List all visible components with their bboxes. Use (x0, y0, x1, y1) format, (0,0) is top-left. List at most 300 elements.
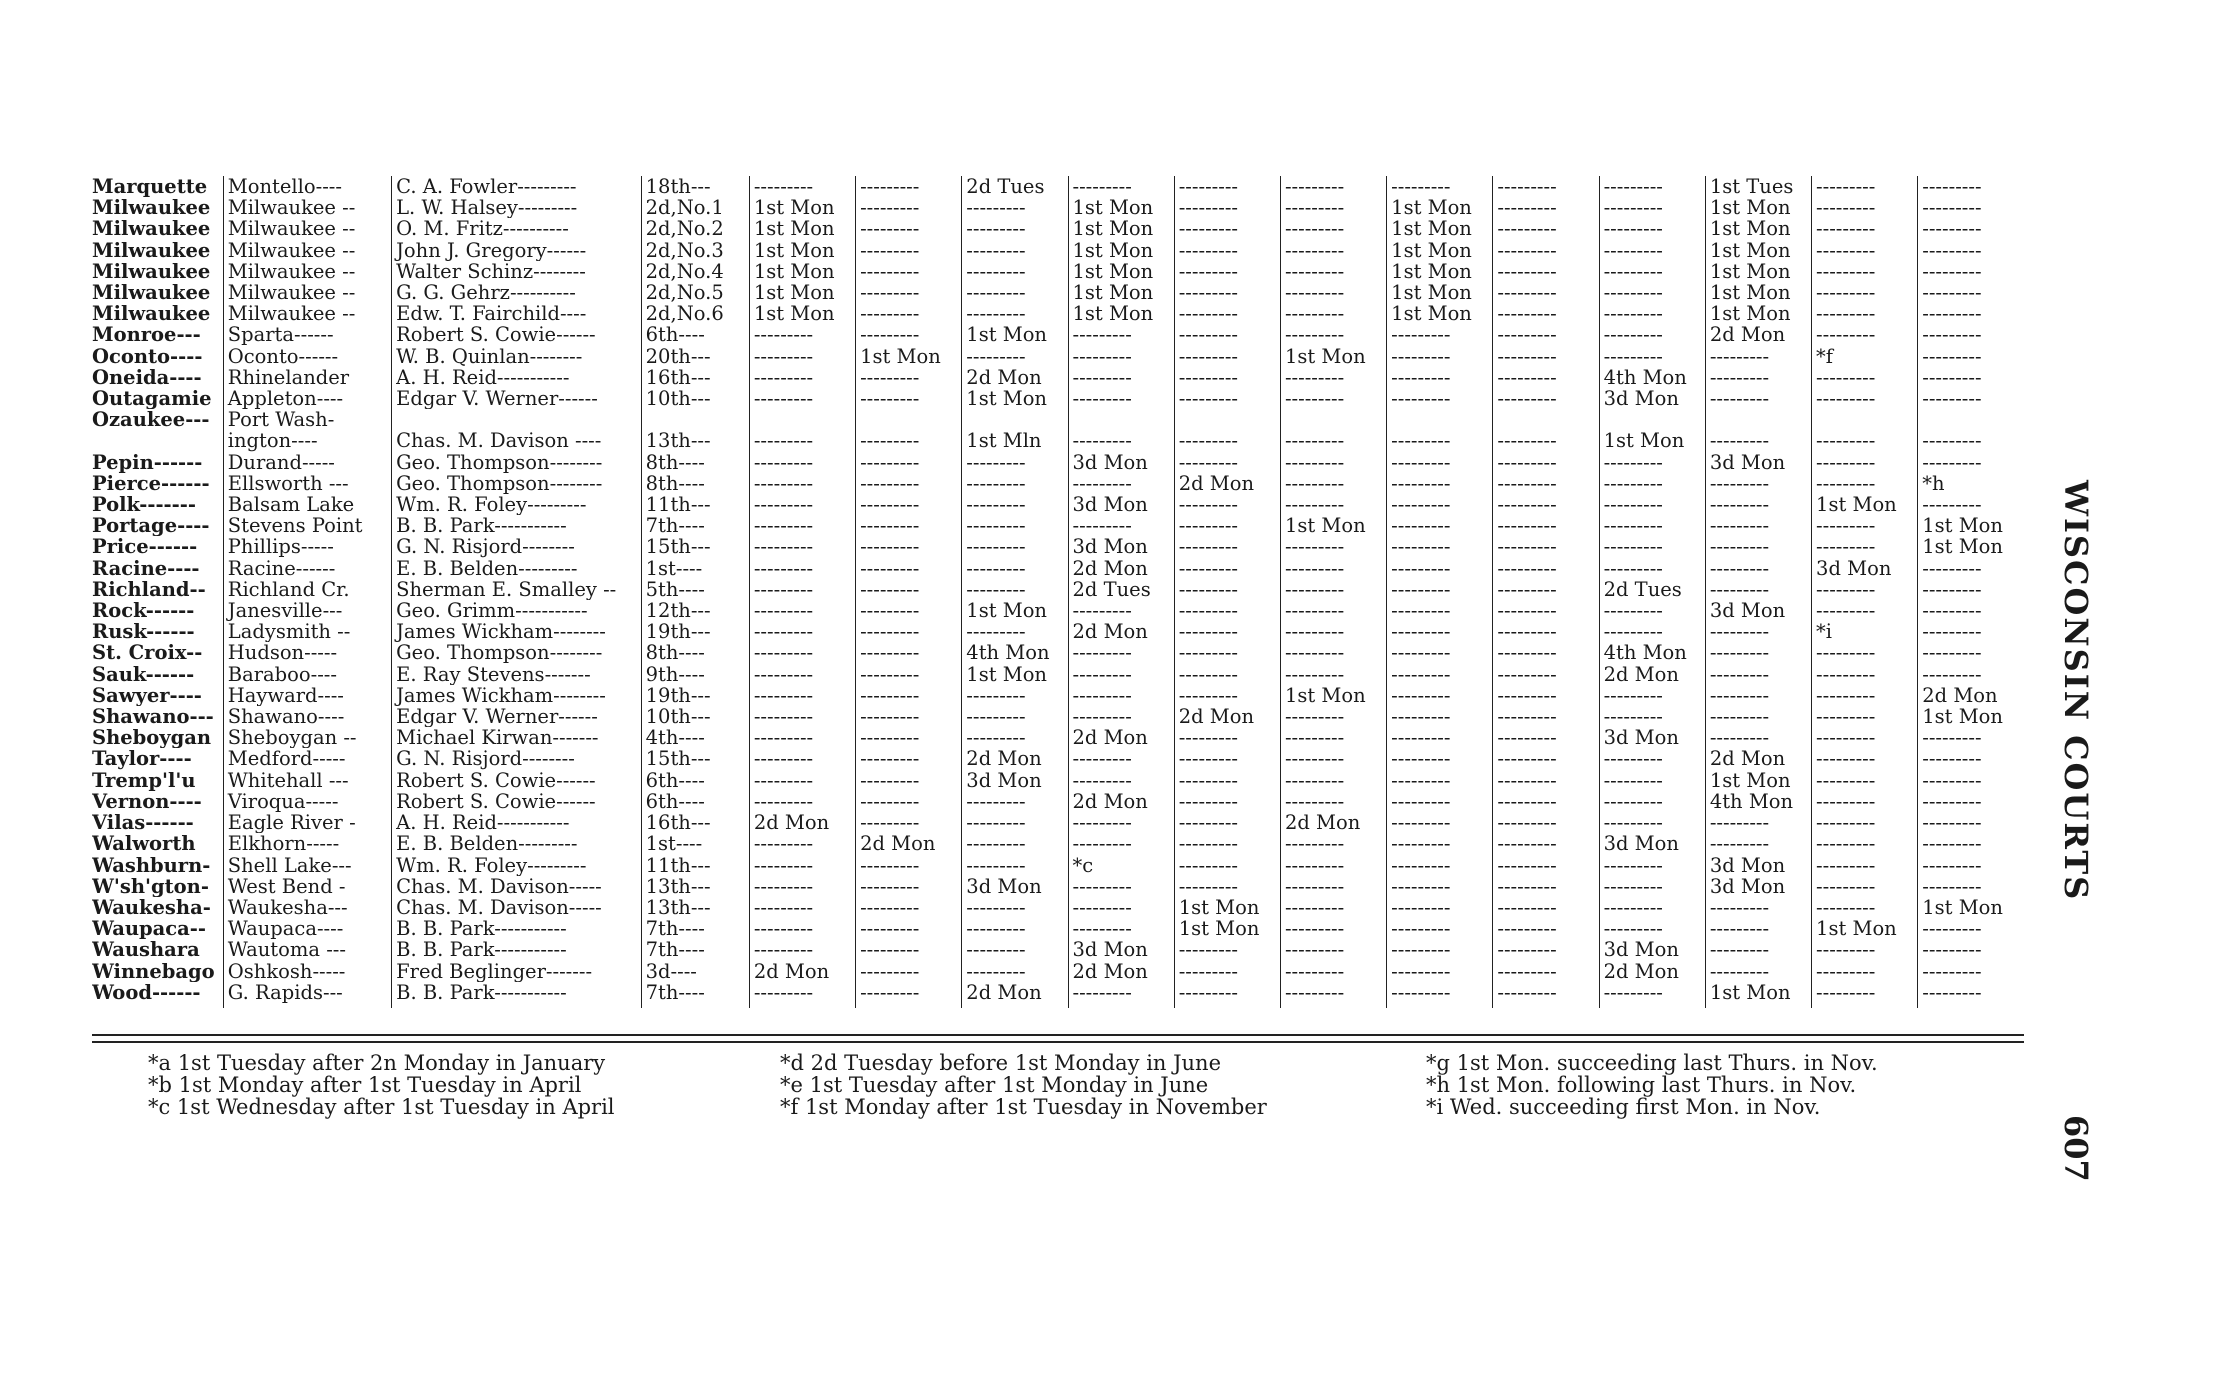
term-cell: --------- (1174, 812, 1280, 833)
term-cell: --------- (1068, 642, 1174, 663)
term-cell: --------- (1174, 833, 1280, 854)
term-cell: --------- (1280, 961, 1386, 982)
term-cell: --------- (1599, 494, 1705, 515)
term-cell: --------- (1918, 876, 2024, 897)
term-cell: --------- (1280, 706, 1386, 727)
table-row (92, 982, 2024, 1008)
term-cell: --------- (1174, 176, 1280, 197)
footnote: *e 1st Tuesday after 1st Monday in June (780, 1073, 1209, 1097)
term-cell: 3d Mon (962, 770, 1068, 791)
term-cell: --------- (1174, 303, 1280, 324)
term-cell: 1st Mln (962, 430, 1068, 451)
term-cell: --------- (1280, 430, 1386, 451)
term-cell: --------- (749, 918, 855, 939)
term-cell: --------- (1493, 346, 1599, 367)
judge-cell: G. G. Gehrz---------- (392, 282, 642, 303)
term-cell: 2d Tues (962, 176, 1068, 197)
table-row (92, 282, 2024, 303)
county-cell: Pierce------ (92, 472, 210, 495)
circuit-cell: 8th---- (641, 642, 749, 663)
county-cell: Shawano--- (92, 706, 214, 728)
circuit-cell: 18th--- (641, 176, 749, 197)
term-cell: --------- (1280, 176, 1386, 197)
term-cell: --------- (1812, 770, 1918, 791)
term-cell: 3d Mon (1705, 452, 1811, 473)
term-cell: --------- (1387, 600, 1493, 621)
term-cell: --------- (856, 600, 962, 621)
term-cell: --------- (1493, 430, 1599, 451)
circuit-cell: 2d,No.2 (641, 218, 749, 239)
county-cell: Rock------ (92, 600, 195, 622)
term-cell: --------- (1812, 791, 1918, 812)
term-cell: --------- (1599, 982, 1705, 1008)
seat-cell: Medford----- (223, 748, 391, 769)
circuit-cell: 1st---- (641, 558, 749, 579)
term-cell: 1st Mon (1068, 240, 1174, 261)
term-cell: --------- (1705, 833, 1811, 854)
term-cell: --------- (1812, 240, 1918, 261)
term-cell: --------- (1599, 515, 1705, 536)
county-cell: Pepin------ (92, 451, 203, 473)
term-cell: --------- (856, 218, 962, 239)
circuit-cell (641, 409, 749, 430)
term-cell: --------- (1387, 473, 1493, 494)
county-cell: Taylor---- (92, 748, 192, 770)
term-cell: --------- (1174, 367, 1280, 388)
term-cell: 1st Mon (1280, 515, 1386, 536)
seat-cell: Sheboygan -- (223, 727, 391, 748)
seat-cell: Waukesha--- (223, 897, 391, 918)
table-row (92, 727, 2024, 748)
term-cell: --------- (1280, 642, 1386, 663)
circuit-cell: 3d---- (641, 961, 749, 982)
term-cell: --------- (1493, 282, 1599, 303)
term-cell: --------- (1918, 346, 2024, 367)
term-cell: 2d Mon (1068, 727, 1174, 748)
term-cell: --------- (1280, 558, 1386, 579)
term-cell: --------- (1918, 961, 2024, 982)
footnote: *a 1st Tuesday after 2n Monday in January (148, 1051, 606, 1075)
term-cell: --------- (1705, 664, 1811, 685)
term-cell: --------- (749, 642, 855, 663)
term-cell: --------- (962, 240, 1068, 261)
table-row (92, 176, 2024, 197)
term-cell: --------- (1068, 876, 1174, 897)
term-cell: --------- (749, 515, 855, 536)
judge-cell: Robert S. Cowie------ (392, 791, 642, 812)
term-cell: --------- (1068, 685, 1174, 706)
judge-cell: Edgar V. Werner------ (392, 388, 642, 409)
table-row (92, 515, 2024, 536)
term-cell: --------- (1068, 430, 1174, 451)
seat-cell: Shawano---- (223, 706, 391, 727)
county-cell: Tremp'l'u (92, 769, 196, 791)
term-cell: --------- (1812, 812, 1918, 833)
term-cell: --------- (962, 282, 1068, 303)
term-cell: --------- (1493, 579, 1599, 600)
term-cell: --------- (1705, 494, 1811, 515)
term-cell (1918, 409, 2024, 430)
term-cell: --------- (1387, 812, 1493, 833)
term-cell: --------- (856, 197, 962, 218)
term-cell: --------- (1493, 240, 1599, 261)
term-cell: --------- (1280, 855, 1386, 876)
term-cell: --------- (1493, 324, 1599, 345)
term-cell: --------- (1705, 367, 1811, 388)
county-cell: Milwaukee (92, 197, 211, 219)
term-cell: 2d Mon (1705, 324, 1811, 345)
term-cell: --------- (1174, 961, 1280, 982)
term-cell: --------- (1280, 897, 1386, 918)
term-cell: --------- (1280, 324, 1386, 345)
term-cell: --------- (1599, 218, 1705, 239)
circuit-cell: 2d,No.4 (641, 261, 749, 282)
table-row (92, 197, 2024, 218)
term-cell: --------- (1493, 261, 1599, 282)
term-cell: --------- (856, 982, 962, 1008)
term-cell: 1st Mon (1387, 218, 1493, 239)
term-cell: --------- (1918, 218, 2024, 239)
term-cell: 1st Mon (1599, 430, 1705, 451)
county-cell: Waushara (92, 939, 200, 961)
term-cell: --------- (749, 982, 855, 1008)
term-cell: 1st Mon (749, 261, 855, 282)
term-cell: --------- (1599, 176, 1705, 197)
term-cell: --------- (1387, 346, 1493, 367)
term-cell: --------- (1812, 536, 1918, 557)
term-cell: --------- (749, 706, 855, 727)
term-cell: --------- (1280, 218, 1386, 239)
term-cell: --------- (1280, 748, 1386, 769)
term-cell: 1st Mon (856, 346, 962, 367)
term-cell: --------- (1812, 600, 1918, 621)
term-cell: 3d Mon (1068, 452, 1174, 473)
table-row (92, 494, 2024, 515)
circuit-cell: 9th---- (641, 664, 749, 685)
term-cell: --------- (1918, 727, 2024, 748)
term-cell: 1st Mon (962, 324, 1068, 345)
term-cell: --------- (1812, 961, 1918, 982)
table-row (92, 409, 2024, 430)
term-cell: 2d Tues (1068, 579, 1174, 600)
circuit-cell: 4th---- (641, 727, 749, 748)
judge-cell: G. N. Risjord-------- (392, 748, 642, 769)
term-cell: --------- (1068, 388, 1174, 409)
judge-cell: Robert S. Cowie------ (392, 770, 642, 791)
running-head: WISCONSIN COURTS (2057, 480, 2095, 902)
term-cell: --------- (1812, 642, 1918, 663)
judge-cell: Edw. T. Fairchild---- (392, 303, 642, 324)
term-cell: 1st Mon (1280, 685, 1386, 706)
term-cell: --------- (1812, 367, 1918, 388)
term-cell: --------- (856, 282, 962, 303)
term-cell: --------- (749, 536, 855, 557)
term-cell: 1st Mon (1918, 536, 2024, 557)
county-cell: Walworth (92, 833, 196, 855)
term-cell: --------- (1068, 918, 1174, 939)
table-row (92, 855, 2024, 876)
circuit-cell: 11th--- (641, 855, 749, 876)
term-cell: 1st Mon (1387, 282, 1493, 303)
county-cell (92, 430, 223, 451)
term-cell: --------- (1812, 748, 1918, 769)
term-cell: --------- (1174, 685, 1280, 706)
term-cell: --------- (1705, 961, 1811, 982)
term-cell: --------- (1493, 727, 1599, 748)
circuit-cell: 6th---- (641, 770, 749, 791)
circuit-cell: 16th--- (641, 367, 749, 388)
county-cell: Waukesha- (92, 896, 211, 919)
county-cell: Sawyer---- (92, 684, 202, 707)
term-cell: --------- (1493, 918, 1599, 939)
seat-cell: Oshkosh----- (223, 961, 391, 982)
table-row (92, 897, 2024, 918)
term-cell: 3d Mon (1599, 939, 1705, 960)
term-cell: --------- (1493, 197, 1599, 218)
term-cell: --------- (1068, 346, 1174, 367)
term-cell: --------- (1387, 876, 1493, 897)
term-cell: --------- (856, 876, 962, 897)
term-cell: --------- (1493, 664, 1599, 685)
term-cell: --------- (1174, 982, 1280, 1008)
term-cell: 2d Mon (1068, 621, 1174, 642)
term-cell: --------- (1599, 876, 1705, 897)
table-row (92, 388, 2024, 409)
circuit-cell: 2d,No.1 (641, 197, 749, 218)
term-cell: --------- (749, 855, 855, 876)
term-cell: --------- (1174, 536, 1280, 557)
term-cell: --------- (1174, 388, 1280, 409)
judge-cell: Geo. Thompson-------- (392, 473, 642, 494)
term-cell: --------- (1918, 748, 2024, 769)
footnote: *d 2d Tuesday before 1st Monday in June (780, 1051, 1221, 1075)
term-cell: 1st Mon (749, 240, 855, 261)
seat-cell: Janesville--- (223, 600, 391, 621)
judge-cell: E. B. Belden--------- (392, 558, 642, 579)
term-cell: --------- (1812, 218, 1918, 239)
term-cell: --------- (749, 367, 855, 388)
term-cell: --------- (1387, 642, 1493, 663)
term-cell: 2d Mon (749, 961, 855, 982)
term-cell: --------- (1599, 536, 1705, 557)
term-cell: --------- (856, 367, 962, 388)
seat-cell: Appleton---- (223, 388, 391, 409)
term-cell: --------- (962, 727, 1068, 748)
circuit-cell: 13th--- (641, 897, 749, 918)
term-cell: --------- (1918, 812, 2024, 833)
term-cell: --------- (1174, 642, 1280, 663)
table-row (92, 430, 2024, 451)
term-cell: --------- (1387, 855, 1493, 876)
judge-cell: James Wickham-------- (392, 685, 642, 706)
table-bottom-rule (92, 1034, 2024, 1043)
seat-cell: Whitehall --- (223, 770, 391, 791)
term-cell: --------- (1812, 685, 1918, 706)
term-cell (1812, 409, 1918, 430)
term-cell: 1st Mon (1387, 261, 1493, 282)
seat-cell: Port Wash- (223, 409, 391, 430)
term-cell: 2d Mon (962, 748, 1068, 769)
seat-cell: Baraboo---- (223, 664, 391, 685)
term-cell: --------- (1387, 388, 1493, 409)
term-cell: --------- (749, 600, 855, 621)
table-row (92, 664, 2024, 685)
judge-cell: O. M. Fritz---------- (392, 218, 642, 239)
term-cell: --------- (1387, 324, 1493, 345)
county-cell: Price------ (92, 536, 198, 558)
term-cell: --------- (1387, 748, 1493, 769)
term-cell: --------- (1174, 855, 1280, 876)
table-row (92, 876, 2024, 897)
judge-cell: Michael Kirwan------- (392, 727, 642, 748)
term-cell: --------- (856, 791, 962, 812)
term-cell: --------- (856, 388, 962, 409)
county-cell: Winnebago (92, 960, 215, 982)
term-cell: --------- (1174, 939, 1280, 960)
seat-cell: Rhinelander (223, 367, 391, 388)
term-cell: --------- (1280, 664, 1386, 685)
term-cell: --------- (1812, 197, 1918, 218)
term-cell: --------- (1812, 176, 1918, 197)
term-cell: --------- (1599, 706, 1705, 727)
judge-cell: Chas. M. Davison----- (392, 876, 642, 897)
judge-cell: G. N. Risjord-------- (392, 536, 642, 557)
term-cell: --------- (856, 642, 962, 663)
term-cell: --------- (1918, 600, 2024, 621)
term-cell: --------- (1387, 770, 1493, 791)
term-cell: --------- (1280, 240, 1386, 261)
term-cell: --------- (1387, 664, 1493, 685)
term-cell: --------- (856, 770, 962, 791)
judge-cell: A. H. Reid----------- (392, 367, 642, 388)
term-cell: --------- (1493, 855, 1599, 876)
term-cell: --------- (856, 621, 962, 642)
term-cell: --------- (749, 939, 855, 960)
term-cell: --------- (749, 876, 855, 897)
term-cell: --------- (1812, 303, 1918, 324)
term-cell: --------- (1812, 664, 1918, 685)
term-cell: --------- (962, 494, 1068, 515)
term-cell: --------- (1918, 494, 2024, 515)
term-cell: 2d Mon (1068, 791, 1174, 812)
term-cell: --------- (1918, 918, 2024, 939)
term-cell: --------- (856, 430, 962, 451)
term-cell: --------- (1918, 388, 2024, 409)
judge-cell: Geo. Thompson-------- (392, 642, 642, 663)
term-cell: --------- (1918, 791, 2024, 812)
term-cell: --------- (856, 261, 962, 282)
term-cell: 3d Mon (1599, 727, 1705, 748)
footnotes-column-2 (780, 1052, 1267, 1118)
term-cell: --------- (1387, 982, 1493, 1008)
term-cell: 3d Mon (1068, 939, 1174, 960)
circuit-cell: 20th--- (641, 346, 749, 367)
judge-cell: E. Ray Stevens------- (392, 664, 642, 685)
term-cell: 2d Mon (749, 812, 855, 833)
term-cell: 1st Mon (1174, 897, 1280, 918)
seat-cell: Milwaukee -- (223, 197, 391, 218)
term-cell: --------- (1599, 452, 1705, 473)
term-cell: --------- (1493, 791, 1599, 812)
table-row (92, 261, 2024, 282)
term-cell (1280, 409, 1386, 430)
term-cell: --------- (1918, 367, 2024, 388)
term-cell: --------- (1599, 748, 1705, 769)
term-cell: --------- (856, 176, 962, 197)
term-cell: 4th Mon (1599, 367, 1705, 388)
term-cell: --------- (856, 706, 962, 727)
term-cell: 2d Mon (962, 367, 1068, 388)
term-cell: --------- (1705, 727, 1811, 748)
table-row (92, 473, 2024, 494)
term-cell: --------- (1599, 791, 1705, 812)
term-cell: --------- (1068, 600, 1174, 621)
term-cell: --------- (1493, 536, 1599, 557)
seat-cell: Ladysmith -- (223, 621, 391, 642)
term-cell: 1st Mon (962, 664, 1068, 685)
footnote: *h 1st Mon. following last Thurs. in Nov. (1426, 1073, 1857, 1097)
table-row (92, 346, 2024, 367)
table-row (92, 961, 2024, 982)
term-cell: --------- (1280, 197, 1386, 218)
term-cell: --------- (962, 855, 1068, 876)
term-cell: --------- (1280, 982, 1386, 1008)
county-cell: Washburn- (92, 854, 211, 876)
term-cell: --------- (1812, 876, 1918, 897)
term-cell: --------- (1387, 430, 1493, 451)
term-cell: --------- (856, 855, 962, 876)
term-cell: --------- (1599, 240, 1705, 261)
term-cell: 1st Mon (749, 197, 855, 218)
term-cell: --------- (749, 579, 855, 600)
term-cell: --------- (1174, 621, 1280, 642)
term-cell: --------- (1174, 515, 1280, 536)
seat-cell: Milwaukee -- (223, 240, 391, 261)
term-cell: --------- (1599, 324, 1705, 345)
term-cell: --------- (1705, 897, 1811, 918)
term-cell: 1st Mon (1705, 282, 1811, 303)
term-cell: --------- (1387, 791, 1493, 812)
footnotes-column-3 (1426, 1052, 1878, 1118)
county-cell: Outagamie (92, 388, 212, 410)
county-cell: W'sh'gton- (92, 875, 209, 897)
term-cell: --------- (1493, 621, 1599, 642)
circuit-cell: 6th---- (641, 324, 749, 345)
term-cell: 4th Mon (1705, 791, 1811, 812)
term-cell: 1st Mon (962, 600, 1068, 621)
term-cell: --------- (749, 621, 855, 642)
county-cell: Vernon---- (92, 790, 202, 813)
term-cell: --------- (1174, 727, 1280, 748)
seat-cell: Viroqua----- (223, 791, 391, 812)
term-cell: --------- (1068, 176, 1174, 197)
term-cell: --------- (1174, 748, 1280, 769)
term-cell: --------- (1387, 961, 1493, 982)
term-cell: *c (1068, 855, 1174, 876)
term-cell: 2d Mon (1705, 748, 1811, 769)
term-cell: --------- (1918, 197, 2024, 218)
table-row (92, 685, 2024, 706)
term-cell: 1st Tues (1705, 176, 1811, 197)
term-cell: --------- (1812, 939, 1918, 960)
term-cell: --------- (1599, 621, 1705, 642)
term-cell: --------- (962, 346, 1068, 367)
term-cell: 3d Mon (1599, 833, 1705, 854)
term-cell: --------- (1918, 770, 2024, 791)
term-cell: --------- (1280, 600, 1386, 621)
term-cell: --------- (1705, 685, 1811, 706)
term-cell: --------- (962, 897, 1068, 918)
